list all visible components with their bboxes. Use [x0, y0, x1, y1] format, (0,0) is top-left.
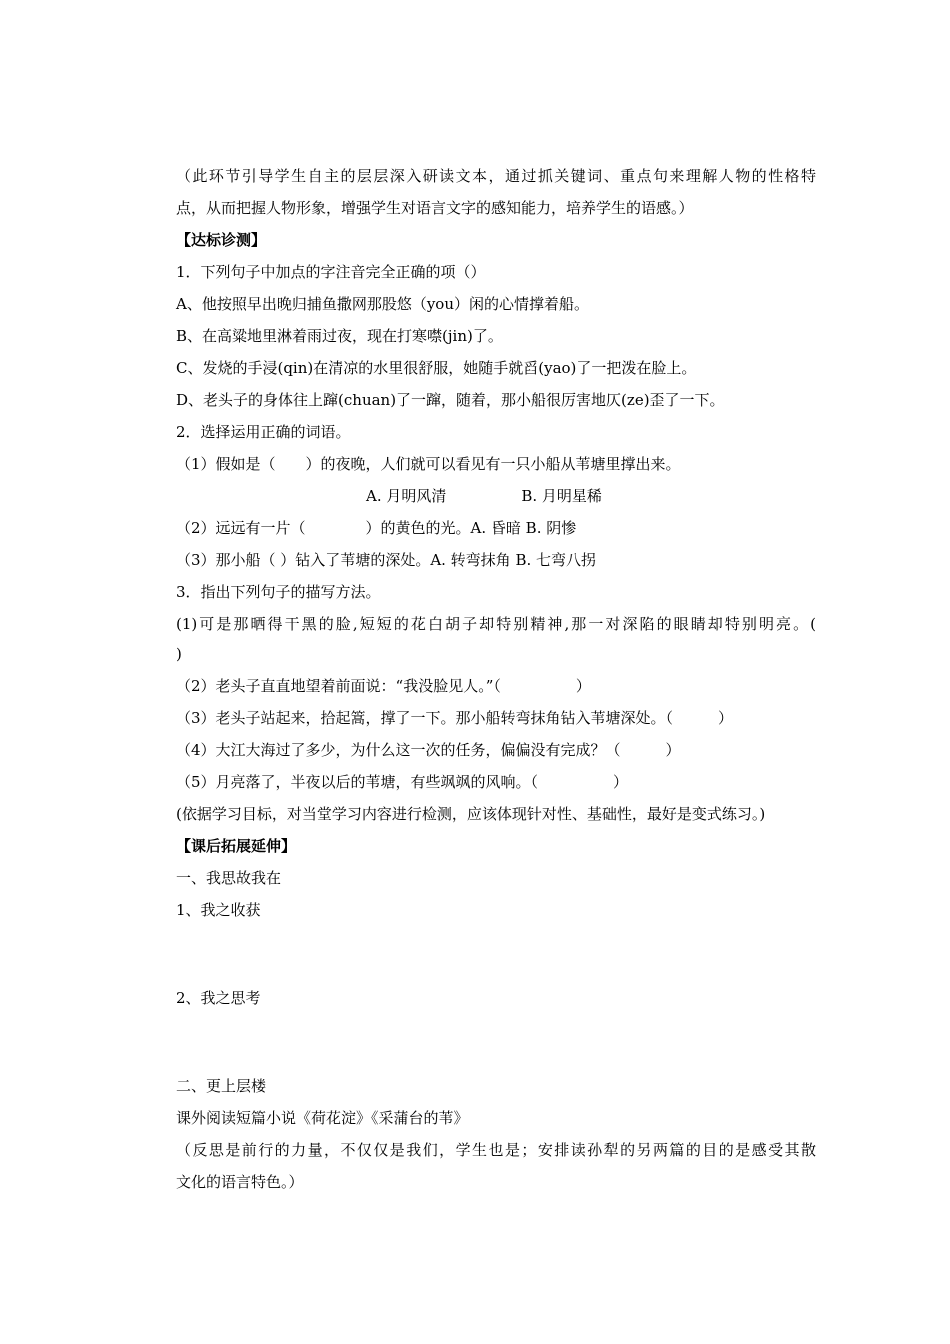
- q3-item-1-line-1: (1)可是那晒得干黑的脸,短短的花白胡子却特别精神,那一对深陷的眼睛却特别明亮。(: [176, 615, 816, 633]
- section-test-heading: 【达标诊测】: [176, 231, 267, 249]
- q3-item-5: （5）月亮落了，半夜以后的苇塘，有些飒飒的风响。（ ）: [176, 773, 629, 791]
- q1-option-a: A、他按照早出晚归捕鱼撒网那股悠（you）闲的心情撑着船。: [176, 295, 590, 313]
- part2-note-line-2: 文化的语言特色。）: [176, 1173, 304, 1191]
- part1-item-2: 2、我之思考: [176, 989, 261, 1007]
- q2-item-3: （3）那小船（ ）钻入了苇塘的深处。A. 转弯抹角 B. 七弯八拐: [176, 551, 597, 569]
- part2-reading: 课外阅读短篇小说《荷花淀》《采蒲台的苇》: [176, 1109, 469, 1127]
- q2-item-1-options: A. 月明风清 B. 月明星稀: [366, 487, 602, 505]
- q1-option-d: D、老头子的身体往上蹿(chuan)了一蹿，随着，那小船很厉害地仄(ze)歪了一下。: [176, 391, 725, 409]
- q3-item-1-line-2: ): [176, 645, 182, 663]
- part1-item-1: 1、我之收获: [176, 901, 261, 919]
- part2-note-line-1: （反思是前行的力量，不仅仅是我们，学生也是；安排读孙犁的另两篇的目的是感受其散: [176, 1141, 816, 1159]
- intro-note-line-1: （此环节引导学生自主的层层深入研读文本，通过抓关键词、重点句来理解人物的性格特: [176, 167, 816, 185]
- section-extension-heading: 【课后拓展延伸】: [176, 837, 297, 855]
- section-test-note: (依据学习目标，对当堂学习内容进行检测，应该体现针对性、基础性，最好是变式练习。): [176, 805, 766, 823]
- q1-option-b: B、在高粱地里淋着雨过夜，现在打寒噤(jin)了。: [176, 327, 503, 345]
- q1-stem: 1．下列句子中加点的字注音完全正确的项（）: [176, 263, 486, 281]
- q3-stem: 3．指出下列句子的描写方法。: [176, 583, 381, 601]
- q1-option-c: C、发烧的手浸(qin)在清凉的水里很舒服，她随手就舀(yao)了一把泼在脸上。: [176, 359, 697, 377]
- q2-item-2: （2）远远有一片（ ）的黄色的光。A. 昏暗 B. 阴惨: [176, 519, 577, 537]
- q3-item-3: （3）老头子站起来，拾起篙，撑了一下。那小船转弯抹角钻入苇塘深处。（ ）: [176, 709, 734, 727]
- part2-title: 二、更上层楼: [176, 1077, 267, 1095]
- intro-note-line-2: 点，从而把握人物形象，增强学生对语言文字的感知能力，培养学生的语感。）: [176, 199, 694, 217]
- q2-stem: 2．选择运用正确的词语。: [176, 423, 351, 441]
- part1-title: 一、我思故我在: [176, 869, 282, 887]
- q2-item-1: （1）假如是（ ）的夜晚，人们就可以看见有一只小船从苇塘里撑出来。: [176, 455, 681, 473]
- q3-item-2: （2）老头子直直地望着前面说：“我没脸见人。”（ ）: [176, 677, 591, 695]
- q3-item-4: （4）大江大海过了多少，为什么这一次的任务，偏偏没有完成？（ ）: [176, 741, 681, 759]
